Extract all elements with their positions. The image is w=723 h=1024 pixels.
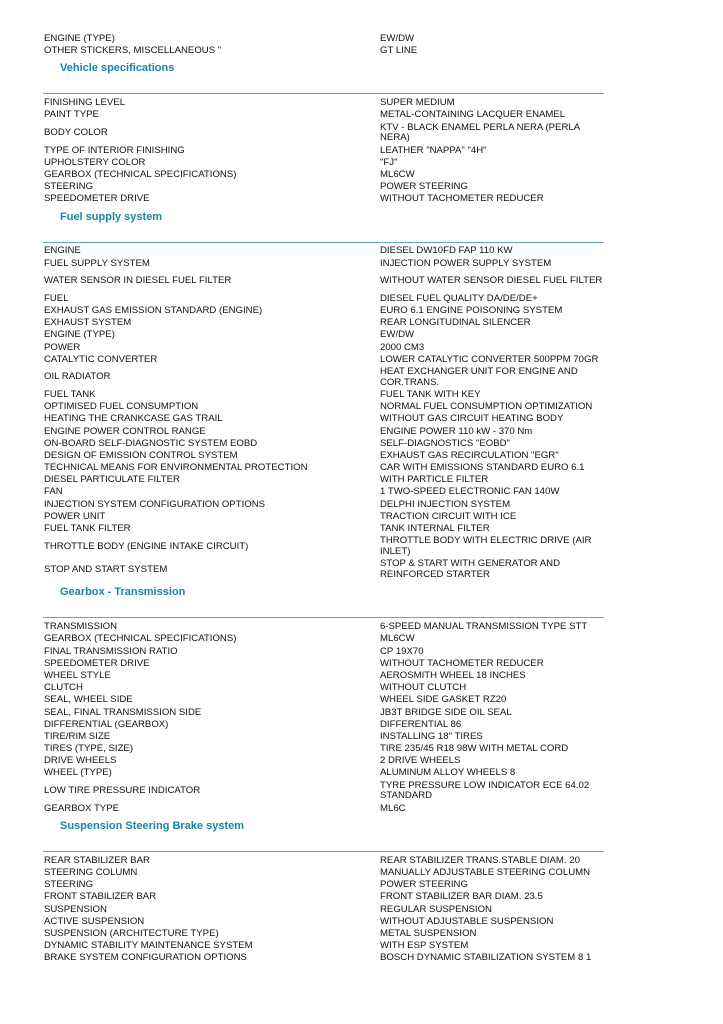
spec-label: TIRES (TYPE, SIZE) xyxy=(44,743,134,755)
spec-label: STEERING xyxy=(44,181,94,193)
spec-row xyxy=(0,246,723,258)
spec-label: REAR STABILIZER BAR xyxy=(44,854,150,866)
spec-row xyxy=(0,342,723,354)
section-heading: Suspension Steering Brake system xyxy=(60,820,245,833)
spec-value: POWER STEERING xyxy=(380,181,468,193)
spec-label: TYPE OF INTERIOR FINISHING xyxy=(44,144,185,156)
spec-value: SUPER MEDIUM xyxy=(380,97,455,109)
spec-label: INJECTION SYSTEM CONFIGURATION OPTIONS xyxy=(44,498,266,510)
spec-row xyxy=(0,414,723,426)
spec-row xyxy=(0,558,723,581)
spec-row xyxy=(0,621,723,633)
spec-label: OPTIMISED FUEL CONSUMPTION xyxy=(44,401,199,413)
spec-value: WITHOUT TACHOMETER REDUCER xyxy=(380,193,544,205)
spec-label: BODY COLOR xyxy=(44,126,108,138)
spec-label: FUEL SUPPLY SYSTEM xyxy=(44,257,150,269)
spec-label: STOP AND START SYSTEM xyxy=(44,563,168,575)
spec-value: GT LINE xyxy=(380,44,418,56)
spec-value: "FJ" xyxy=(380,156,398,168)
spec-value: CAR WITH EMISSIONS STANDARD EURO 6.1 xyxy=(380,462,585,474)
spec-row xyxy=(0,317,723,329)
spec-value: WITH PARTICLE FILTER xyxy=(380,474,489,486)
spec-value: REAR LONGITUDINAL SILENCER xyxy=(380,317,531,329)
spec-label: DESIGN OF EMISSION CONTROL SYSTEM xyxy=(44,449,238,461)
spec-row xyxy=(0,511,723,523)
spec-label: WATER SENSOR IN DIESEL FUEL FILTER xyxy=(44,275,232,287)
spec-row xyxy=(0,499,723,511)
spec-row xyxy=(0,731,723,743)
spec-label: TIRE/RIM SIZE xyxy=(44,730,111,742)
section-divider xyxy=(43,242,604,243)
section-divider xyxy=(43,851,604,852)
spec-label: HEATING THE CRANKCASE GAS TRAIL xyxy=(44,413,223,425)
spec-value: THROTTLE BODY WITH ELECTRIC DRIVE (AIR INLET) xyxy=(380,535,592,557)
spec-value: TRACTION CIRCUIT WITH ICE xyxy=(380,510,517,522)
spec-label: FAN xyxy=(44,486,63,498)
spec-value: DELPHI INJECTION SYSTEM xyxy=(380,498,511,510)
spec-value: WHEEL SIDE GASKET RZ20 xyxy=(380,694,507,706)
section-heading: Fuel supply system xyxy=(60,210,163,223)
spec-row xyxy=(0,366,723,389)
spec-row xyxy=(0,401,723,413)
section-divider xyxy=(43,617,604,618)
spec-label: STEERING xyxy=(44,879,94,891)
spec-value: WITHOUT CLUTCH xyxy=(380,682,467,694)
spec-label: FUEL xyxy=(44,292,69,304)
spec-label: WHEEL STYLE xyxy=(44,669,111,681)
spec-row xyxy=(0,475,723,487)
spec-label: UPHOLSTERY COLOR xyxy=(44,156,146,168)
spec-label: FUEL TANK FILTER xyxy=(44,523,131,535)
spec-label: SEAL, FINAL TRANSMISSION SIDE xyxy=(44,706,202,718)
spec-value: BOSCH DYNAMIC STABILIZATION SYSTEM 8 1 xyxy=(380,952,592,964)
spec-row xyxy=(0,389,723,401)
spec-row xyxy=(0,438,723,450)
spec-value: ALUMINUM ALLOY WHEELS 8 xyxy=(380,767,516,779)
spec-row xyxy=(0,695,723,707)
spec-row xyxy=(0,354,723,366)
spec-row xyxy=(0,450,723,462)
spec-value: INSTALLING 18" TIRES xyxy=(380,730,483,742)
spec-value: POWER STEERING xyxy=(380,879,468,891)
spec-label: THROTTLE BODY (ENGINE INTAKE CIRCUIT) xyxy=(44,540,249,552)
spec-row xyxy=(0,867,723,879)
spec-label: SPEEDOMETER DRIVE xyxy=(44,193,150,205)
spec-row xyxy=(0,258,723,270)
spec-row xyxy=(0,194,723,206)
spec-value: METAL SUSPENSION xyxy=(380,927,477,939)
spec-value: CP 19X70 xyxy=(380,645,424,657)
spec-label: STEERING COLUMN xyxy=(44,867,138,879)
spec-value: LOWER CATALYTIC CONVERTER 500PPM 70GR xyxy=(380,353,599,365)
spec-value: 2000 CM3 xyxy=(380,341,425,353)
spec-row xyxy=(0,145,723,157)
spec-row xyxy=(0,803,723,815)
spec-value: HEAT EXCHANGER UNIT FOR ENGINE AND COR.TRANS. xyxy=(380,366,578,388)
section-heading: Gearbox - Transmission xyxy=(60,586,186,599)
spec-value: 6-SPEED MANUAL TRANSMISSION TYPE STT xyxy=(380,621,588,633)
spec-row xyxy=(0,330,723,342)
spec-row xyxy=(0,634,723,646)
spec-label: ENGINE (TYPE) xyxy=(44,329,115,341)
spec-label: FUEL TANK xyxy=(44,388,96,400)
spec-label: ACTIVE SUSPENSION xyxy=(44,915,145,927)
spec-label: SEAL, WHEEL SIDE xyxy=(44,694,133,706)
spec-label: ENGINE POWER CONTROL RANGE xyxy=(44,425,206,437)
spec-label: DIESEL PARTICULATE FILTER xyxy=(44,474,180,486)
spec-label: DRIVE WHEELS xyxy=(44,755,117,767)
spec-value: 2 DRIVE WHEELS xyxy=(380,755,461,767)
spec-value: METAL-CONTAINING LACQUER ENAMEL xyxy=(380,109,566,121)
spec-value: WITHOUT TACHOMETER REDUCER xyxy=(380,657,544,669)
spec-value: WITH ESP SYSTEM xyxy=(380,940,469,952)
spec-label: SUSPENSION (ARCHITECTURE TYPE) xyxy=(44,927,219,939)
spec-label: SUSPENSION xyxy=(44,903,107,915)
spec-row xyxy=(0,658,723,670)
spec-row xyxy=(0,305,723,317)
spec-value: ML6CW xyxy=(380,633,415,645)
spec-label: LOW TIRE PRESSURE INDICATOR xyxy=(44,785,201,797)
spec-value: DIESEL FUEL QUALITY DA/DE/DE+ xyxy=(380,292,538,304)
spec-row xyxy=(0,928,723,940)
spec-label: WHEEL (TYPE) xyxy=(44,767,112,779)
spec-label: POWER UNIT xyxy=(44,510,106,522)
spec-label: CLUTCH xyxy=(44,682,83,694)
spec-value: WITHOUT GAS CIRCUIT HEATING BODY xyxy=(380,413,564,425)
spec-row xyxy=(0,426,723,438)
spec-row xyxy=(0,646,723,658)
spec-row xyxy=(0,33,723,45)
spec-row xyxy=(0,707,723,719)
spec-label: GEARBOX TYPE xyxy=(44,802,119,814)
spec-row xyxy=(0,45,723,57)
spec-row xyxy=(0,892,723,904)
spec-value: SELF-DIAGNOSTICS "EOBD" xyxy=(380,437,510,449)
spec-value: TIRE 235/45 R18 98W WITH METAL CORD xyxy=(380,743,569,755)
spec-row xyxy=(0,768,723,780)
spec-label: ON-BOARD SELF-DIAGNOSTIC SYSTEM EOBD xyxy=(44,437,258,449)
spec-row xyxy=(0,879,723,891)
spec-label: SPEEDOMETER DRIVE xyxy=(44,657,150,669)
spec-value: WITHOUT ADJUSTABLE SUSPENSION xyxy=(380,915,554,927)
spec-label: TECHNICAL MEANS FOR ENVIRONMENTAL PROTECTION xyxy=(44,462,308,474)
spec-row xyxy=(0,157,723,169)
spec-label: DYNAMIC STABILITY MAINTENANCE SYSTEM xyxy=(44,940,253,952)
spec-row xyxy=(0,523,723,535)
spec-value: REGULAR SUSPENSION xyxy=(380,903,492,915)
spec-row xyxy=(0,270,723,293)
spec-value: LEATHER "NAPPA" "4H" xyxy=(380,144,487,156)
spec-value: EW/DW xyxy=(380,329,415,341)
spec-value: 1 TWO-SPEED ELECTRONIC FAN 140W xyxy=(380,486,560,498)
spec-value: EURO 6.1 ENGINE POISONING SYSTEM xyxy=(380,305,563,317)
spec-label: OTHER STICKERS, MISCELLANEOUS " xyxy=(44,44,222,56)
spec-value: REAR STABILIZER TRANS.STABLE DIAM. 20 xyxy=(380,854,580,866)
spec-value: TYRE PRESSURE LOW INDICATOR ECE 64.02 STANDARD xyxy=(380,779,590,802)
spec-row xyxy=(0,535,723,558)
spec-value: DIESEL DW10FD FAP 110 KW xyxy=(380,245,513,257)
spec-value: INJECTION POWER SUPPLY SYSTEM xyxy=(380,257,552,269)
spec-value: AEROSMITH WHEEL 18 INCHES xyxy=(380,669,526,681)
spec-label: EXHAUST GAS EMISSION STANDARD (ENGINE) xyxy=(44,305,263,317)
spec-value: EW/DW xyxy=(380,32,415,44)
spec-value: KTV - BLACK ENAMEL PERLA NERA (PERLA NERA) xyxy=(380,121,580,144)
spec-row xyxy=(0,904,723,916)
spec-label: GEARBOX (TECHNICAL SPECIFICATIONS) xyxy=(44,633,237,645)
spec-value: EXHAUST GAS RECIRCULATION "EGR" xyxy=(380,449,559,461)
spec-value: ML6CW xyxy=(380,168,415,180)
spec-label: BRAKE SYSTEM CONFIGURATION OPTIONS xyxy=(44,952,247,964)
section-divider xyxy=(43,93,604,94)
spec-row xyxy=(0,122,723,145)
spec-value: FRONT STABILIZER BAR DIAM. 23.5 xyxy=(380,891,543,903)
spec-label: ENGINE (TYPE) xyxy=(44,32,115,44)
spec-value: DIFFERENTIAL 86 xyxy=(380,718,462,730)
spec-value: JB3T BRIDGE SIDE OIL SEAL xyxy=(380,706,512,718)
spec-row xyxy=(0,487,723,499)
spec-row xyxy=(0,110,723,122)
spec-row xyxy=(0,916,723,928)
spec-value: TANK INTERNAL FILTER xyxy=(380,523,490,535)
spec-label: GEARBOX (TECHNICAL SPECIFICATIONS) xyxy=(44,168,237,180)
spec-row xyxy=(0,756,723,768)
spec-label: FINAL TRANSMISSION RATIO xyxy=(44,645,178,657)
spec-label: OIL RADIATOR xyxy=(44,371,111,383)
section-heading: Vehicle specifications xyxy=(60,62,175,75)
spec-row xyxy=(0,181,723,193)
spec-value: FUEL TANK WITH KEY xyxy=(380,388,481,400)
spec-label: DIFFERENTIAL (GEARBOX) xyxy=(44,718,169,730)
spec-row xyxy=(0,97,723,109)
spec-row xyxy=(0,780,723,803)
spec-label: POWER xyxy=(44,341,81,353)
spec-row xyxy=(0,293,723,305)
spec-label: PAINT TYPE xyxy=(44,109,99,121)
spec-row xyxy=(0,462,723,474)
spec-label: FRONT STABILIZER BAR xyxy=(44,891,157,903)
spec-row xyxy=(0,719,723,731)
spec-value: STOP & START WITH GENERATOR AND REINFORCED STARTER xyxy=(380,558,561,580)
spec-row xyxy=(0,743,723,755)
spec-value: ML6C xyxy=(380,802,406,814)
spec-row xyxy=(0,953,723,965)
spec-label: ENGINE xyxy=(44,245,81,257)
spec-value: NORMAL FUEL CONSUMPTION OPTIMIZATION xyxy=(380,401,593,413)
spec-row xyxy=(0,169,723,181)
spec-row xyxy=(0,670,723,682)
spec-value: MANUALLY ADJUSTABLE STEERING COLUMN xyxy=(380,867,591,879)
spec-row xyxy=(0,682,723,694)
spec-row xyxy=(0,855,723,867)
spec-label: CATALYTIC CONVERTER xyxy=(44,353,158,365)
spec-value: WITHOUT WATER SENSOR DIESEL FUEL FILTER xyxy=(380,275,603,287)
spec-label: EXHAUST SYSTEM xyxy=(44,317,132,329)
spec-label: FINISHING LEVEL xyxy=(44,97,126,109)
spec-label: TRANSMISSION xyxy=(44,621,118,633)
spec-row xyxy=(0,940,723,952)
spec-value: ENGINE POWER 110 kW - 370 Nm xyxy=(380,425,533,437)
